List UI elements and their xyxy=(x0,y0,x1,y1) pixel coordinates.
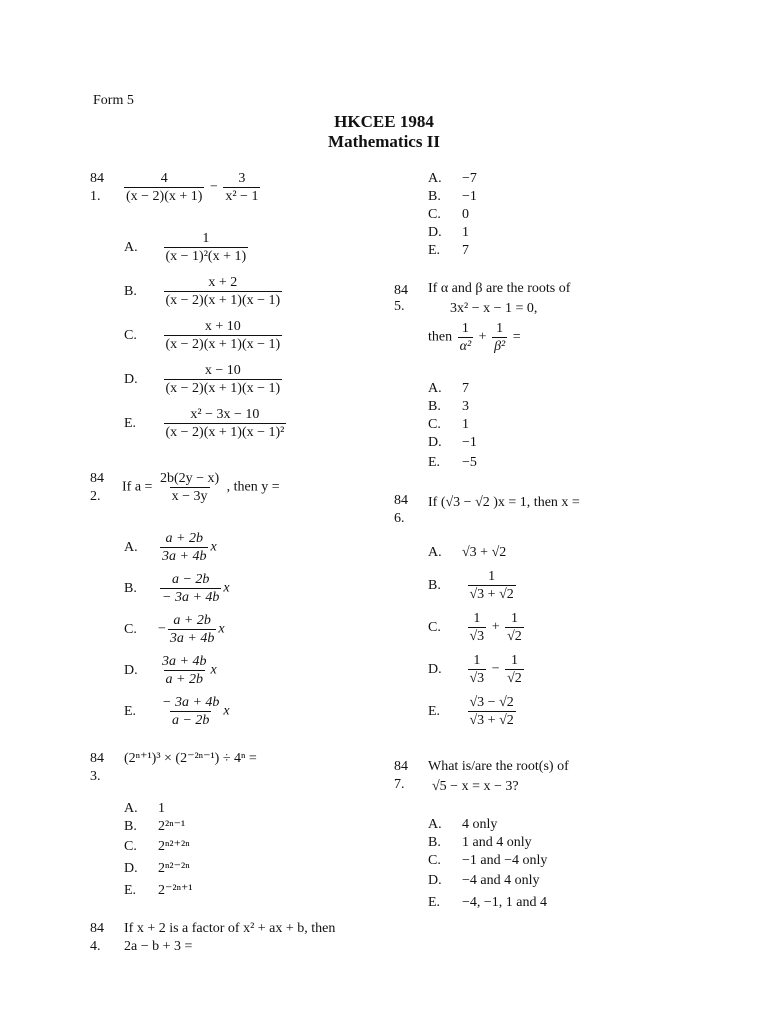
denominator: a − 2b xyxy=(171,713,210,728)
denominator: √3 xyxy=(469,671,485,686)
numerator: 3 xyxy=(238,171,246,186)
option-b xyxy=(124,571,230,606)
question-stem: If α and β are the roots of xyxy=(428,281,571,296)
option-letter: B. xyxy=(428,399,441,414)
question-stem: If (√3 − √2 )x = 1, then x = xyxy=(428,495,580,510)
question-number: 3. xyxy=(90,769,101,784)
variable: x xyxy=(223,580,230,596)
denominator: (x − 2)(x + 1)(x − 1) xyxy=(165,337,281,352)
question-number: 4. xyxy=(90,939,101,954)
option-letter: C. xyxy=(428,619,441,635)
option-c xyxy=(428,416,469,434)
denominator: − 3a + 4b xyxy=(162,590,220,605)
option-e xyxy=(124,406,288,441)
numerator: x + 2 xyxy=(208,275,238,290)
option-letter: A. xyxy=(124,539,138,555)
denominator: (x − 2)(x + 1)(x − 1)² xyxy=(165,425,285,440)
variable: x xyxy=(210,539,217,555)
question-year: 84 xyxy=(394,493,408,508)
question-stem-line3 xyxy=(428,320,521,355)
denominator: √3 + √2 xyxy=(469,713,514,728)
denominator: β² xyxy=(494,339,506,354)
operator: − xyxy=(209,179,218,195)
option-b xyxy=(428,834,532,852)
option-e xyxy=(124,694,230,729)
operator: + xyxy=(478,329,487,345)
option-text: 1 and 4 only xyxy=(462,835,532,850)
denominator: 3a + 4b xyxy=(162,549,207,564)
question-number: 6. xyxy=(394,511,405,526)
option-letter: D. xyxy=(428,225,442,240)
option-letter: C. xyxy=(124,621,137,637)
option-letter: D. xyxy=(124,662,138,678)
option-letter: A. xyxy=(428,817,442,832)
option-letter: D. xyxy=(124,861,138,876)
numerator: a − 2b xyxy=(171,572,210,587)
option-a xyxy=(428,170,477,188)
option-text: 4 only xyxy=(462,817,498,832)
denominator: √2 xyxy=(507,671,522,686)
option-letter: B. xyxy=(124,283,137,299)
option-letter: D. xyxy=(428,873,442,888)
option-c xyxy=(124,612,225,647)
option-letter: B. xyxy=(428,189,441,204)
numerator: 1 xyxy=(473,653,481,668)
numerator: 1 xyxy=(496,321,504,336)
option-text: 0 xyxy=(462,207,469,222)
option-letter: E. xyxy=(428,455,441,470)
option-d xyxy=(124,860,190,878)
option-e xyxy=(428,454,477,472)
denominator: √3 xyxy=(469,629,485,644)
option-letter: D. xyxy=(124,371,138,387)
page-title: HKCEE 1984 xyxy=(334,112,434,131)
denominator: (x − 2)(x + 1)(x − 1) xyxy=(165,293,281,308)
variable: x xyxy=(210,662,217,678)
option-letter: B. xyxy=(124,819,137,834)
option-e xyxy=(428,242,469,260)
question-stem: (2ⁿ⁺¹)³ × (2⁻²ⁿ⁻¹) ÷ 4ⁿ = xyxy=(124,751,257,766)
form-label: Form 5 xyxy=(93,93,134,108)
operator: − xyxy=(491,661,500,677)
option-letter: E. xyxy=(124,703,137,719)
option-letter: E. xyxy=(428,895,441,910)
denominator: (x − 2)(x + 1) xyxy=(126,189,203,204)
option-a xyxy=(428,544,506,562)
numerator: x² − 3x − 10 xyxy=(190,407,260,422)
stem-text: , then y = xyxy=(226,479,280,495)
stem-text: If a = xyxy=(122,479,153,495)
denominator: x² − 1 xyxy=(225,189,259,204)
option-d xyxy=(428,652,526,687)
page-subtitle: Mathematics II xyxy=(328,132,440,151)
stem-text: then xyxy=(428,329,453,345)
fraction xyxy=(223,170,260,205)
question-number: 7. xyxy=(394,777,405,792)
option-letter: D. xyxy=(428,661,442,677)
denominator: 3a + 4b xyxy=(169,631,215,646)
denominator: √2 xyxy=(507,629,522,644)
option-a xyxy=(428,816,497,834)
denominator: a + 2b xyxy=(165,672,203,687)
question-stem xyxy=(122,470,280,505)
option-b xyxy=(428,398,469,416)
option-c xyxy=(428,852,547,870)
variable: x xyxy=(218,621,225,637)
numerator: x − 10 xyxy=(204,363,241,378)
numerator: 1 xyxy=(461,321,469,336)
option-letter: A. xyxy=(428,381,442,396)
option-text: 2²ⁿ⁻¹ xyxy=(158,819,186,834)
option-letter: E. xyxy=(428,703,441,719)
option-letter: B. xyxy=(428,835,441,850)
numerator: − 3a + 4b xyxy=(162,695,220,710)
option-b xyxy=(428,188,477,206)
question-number: 2. xyxy=(90,489,101,504)
numerator: 1 xyxy=(202,231,210,246)
option-text: 7 xyxy=(462,381,469,396)
option-text: −5 xyxy=(462,455,477,470)
option-letter: C. xyxy=(124,839,137,854)
option-letter: B. xyxy=(124,580,137,596)
fraction xyxy=(124,170,204,205)
sign: − xyxy=(158,621,166,637)
option-text: 1 xyxy=(462,417,469,432)
option-letter: C. xyxy=(428,853,441,868)
option-e xyxy=(428,694,518,729)
denominator: α² xyxy=(459,339,472,354)
question-year: 84 xyxy=(90,921,104,936)
option-e xyxy=(428,894,547,912)
option-d xyxy=(428,434,477,452)
option-text: 3 xyxy=(462,399,469,414)
option-text: 7 xyxy=(462,243,469,258)
option-text: 1 xyxy=(158,801,165,816)
option-letter: E. xyxy=(428,243,441,258)
option-letter: B. xyxy=(428,577,441,593)
numerator: 1 xyxy=(510,653,518,668)
option-text: −1 xyxy=(462,189,477,204)
question-number: 5. xyxy=(394,299,405,314)
option-b xyxy=(124,818,185,836)
option-text: √3 + √2 xyxy=(462,545,507,560)
numerator: 1 xyxy=(510,611,518,626)
variable: x xyxy=(223,703,230,719)
operator: + xyxy=(491,619,500,635)
option-b xyxy=(124,274,284,309)
question-year: 84 xyxy=(394,283,408,298)
option-d xyxy=(124,653,217,688)
option-letter: A. xyxy=(428,545,442,560)
numerator: 1 xyxy=(473,611,481,626)
option-a xyxy=(124,800,165,818)
numerator: 3a + 4b xyxy=(162,654,207,669)
option-a xyxy=(428,380,469,398)
option-text: 2ⁿ²⁺²ⁿ xyxy=(158,839,190,854)
option-e xyxy=(124,882,193,900)
option-letter: C. xyxy=(428,207,441,222)
option-letter: C. xyxy=(428,417,441,432)
option-a xyxy=(124,230,250,265)
denominator: x − 3y xyxy=(171,489,208,504)
option-letter: E. xyxy=(124,883,137,898)
option-d xyxy=(428,224,469,242)
numerator: 1 xyxy=(488,569,496,584)
numerator: 2b(2y − x) xyxy=(159,471,220,486)
question-stem-line2: √5 − x = x − 3? xyxy=(432,779,519,794)
numerator: a + 2b xyxy=(165,531,203,546)
question-stem: If x + 2 is a factor of x² + ax + b, then xyxy=(124,921,336,936)
question-year: 84 xyxy=(90,471,104,486)
option-letter: C. xyxy=(124,327,137,343)
option-text: −4 and 4 only xyxy=(462,873,540,888)
option-c xyxy=(124,838,190,856)
option-letter: D. xyxy=(428,435,442,450)
stem-text: = xyxy=(512,329,521,345)
question-stem-line2: 2a − b + 3 = xyxy=(124,939,193,954)
numerator: √3 − √2 xyxy=(469,695,514,710)
option-letter: A. xyxy=(428,171,442,186)
option-c xyxy=(428,610,526,645)
option-text: 1 xyxy=(462,225,469,240)
question-number: 1. xyxy=(90,189,101,204)
option-letter: A. xyxy=(124,239,138,255)
option-letter: A. xyxy=(124,801,138,816)
question-year: 84 xyxy=(394,759,408,774)
option-text: −1 and −4 only xyxy=(462,853,548,868)
question-stem: What is/are the root(s) of xyxy=(428,759,569,774)
numerator: a + 2b xyxy=(173,613,211,628)
option-a xyxy=(124,530,217,565)
option-d xyxy=(124,362,284,397)
option-text: −7 xyxy=(462,171,477,186)
question-year: 84 xyxy=(90,751,104,766)
denominator: (x − 1)²(x + 1) xyxy=(165,249,247,264)
option-text: −4, −1, 1 and 4 xyxy=(462,895,548,910)
option-text: −1 xyxy=(462,435,477,450)
option-text: 2ⁿ²⁻²ⁿ xyxy=(158,861,190,876)
question-stem xyxy=(122,170,262,205)
question-year: 84 xyxy=(90,171,104,186)
option-text: 2⁻²ⁿ⁺¹ xyxy=(158,883,193,898)
denominator: (x − 2)(x + 1)(x − 1) xyxy=(165,381,281,396)
option-d xyxy=(428,872,540,890)
numerator: 4 xyxy=(160,171,168,186)
option-letter: E. xyxy=(124,415,137,431)
option-b xyxy=(428,568,518,603)
option-c xyxy=(124,318,284,353)
option-c xyxy=(428,206,469,224)
denominator: √3 + √2 xyxy=(469,587,514,602)
question-stem-line2: 3x² − x − 1 = 0, xyxy=(450,301,538,316)
numerator: x + 10 xyxy=(204,319,241,334)
